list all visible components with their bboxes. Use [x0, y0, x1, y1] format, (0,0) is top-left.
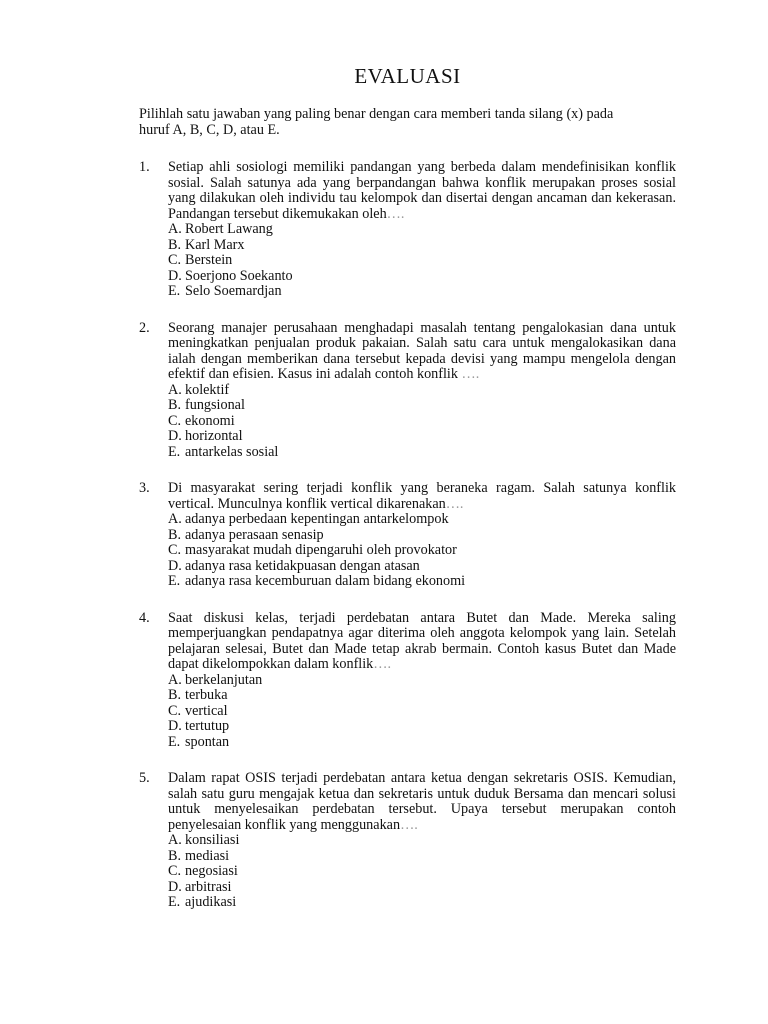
- option-letter: D.: [168, 428, 182, 444]
- question-body: [168, 611, 676, 751]
- answer-option: [168, 512, 676, 528]
- option-letter: C.: [168, 702, 182, 719]
- answer-option: [168, 864, 676, 880]
- answer-option: [168, 398, 676, 414]
- option-letter: D.: [168, 267, 182, 284]
- option-letter: A.: [168, 381, 182, 398]
- question-stem-text: Di masyarakat sering terjadi konflik yang beraneka ragam. Salah satunya konflik vertical. Munculnya konflik vertical dikarenakan: [168, 480, 676, 512]
- answer-option: [168, 735, 676, 751]
- question-number: 3.: [139, 480, 150, 496]
- question-stem-text: Setiap ahli sosiologi memiliki pandangan yang berbeda dalam mendefinisikan konflik sosial. Salah satunya ada yang berpandangan bahwa konflik merupakan proses sosial yang dilakukan oleh individu tau kelompok dan disertai dengan ancaman dan kekerasan. Pandangan tersebut dikemukakan oleh: [168, 159, 676, 222]
- question-stem: [168, 321, 676, 383]
- answer-option: [168, 688, 676, 704]
- option-letter: B.: [168, 526, 182, 543]
- option-letter: A.: [168, 221, 182, 237]
- option-text: adanya rasa ketidakpuasan dengan atasan: [185, 557, 420, 574]
- option-letter: D.: [168, 718, 182, 734]
- answer-option: [168, 673, 676, 689]
- answer-option: [168, 543, 676, 559]
- option-letter: A.: [168, 511, 182, 527]
- option-letter: E.: [168, 283, 181, 299]
- question-stem-text: Dalam rapat OSIS terjadi perdebatan antara ketua dengan sekretaris OSIS. Kemudian, salah satu guru mengajak ketua dan sekretaris untuk duduk Bersama dan mencari solusi untuk menyelesaikan perdebatan tersebut. Upaya tersebut merupakan contoh penyelesaian konflik yang menggunakan: [168, 770, 676, 833]
- option-text: antarkelas sosial: [185, 443, 279, 460]
- answer-blank-dots: ….: [386, 205, 405, 222]
- option-letter: B.: [168, 847, 182, 864]
- question-body: [168, 160, 676, 300]
- question-body: [168, 771, 676, 911]
- option-text: ekonomi: [185, 412, 235, 429]
- answer-option: [168, 253, 676, 269]
- option-letter: D.: [168, 557, 182, 574]
- answer-blank-dots: ….: [400, 816, 418, 833]
- question-number: 2.: [139, 319, 150, 336]
- option-text: terbuka: [185, 687, 228, 703]
- question-stem: [168, 611, 676, 673]
- answer-blank-dots: ….: [373, 656, 392, 672]
- answer-option: [168, 719, 676, 735]
- option-text: ajudikasi: [185, 894, 237, 910]
- question-body: [168, 481, 676, 590]
- question-stem: [168, 771, 676, 833]
- option-text: spontan: [185, 733, 230, 750]
- option-letter: E.: [168, 443, 181, 460]
- option-text: vertical: [185, 702, 228, 719]
- answer-options: [168, 222, 676, 300]
- option-letter: C.: [168, 542, 182, 558]
- option-text: negosiasi: [185, 863, 238, 879]
- question-item: [139, 481, 676, 590]
- question-item: [139, 771, 676, 911]
- answer-blank-dots: ….: [457, 366, 480, 382]
- answer-option: [168, 574, 676, 590]
- answer-options: [168, 673, 676, 751]
- option-text: adanya perasaan senasip: [185, 526, 324, 543]
- option-text: berkelanjutan: [185, 671, 263, 688]
- option-text: tertutup: [185, 718, 230, 734]
- question-list: [139, 160, 676, 911]
- answer-options: [168, 383, 676, 461]
- question-item: [139, 611, 676, 751]
- option-letter: A.: [168, 671, 182, 688]
- answer-option: [168, 414, 676, 430]
- option-letter: B.: [168, 397, 182, 413]
- question-body: [168, 321, 676, 461]
- option-text: Robert Lawang: [185, 221, 273, 237]
- answer-option: [168, 429, 676, 445]
- question-number: 1.: [139, 159, 150, 175]
- answer-options: [168, 512, 676, 590]
- question-item: [139, 160, 676, 300]
- option-text: fungsional: [185, 397, 245, 413]
- option-text: adanya rasa kecemburuan dalam bidang ekonomi: [185, 573, 466, 589]
- option-letter: C.: [168, 863, 182, 879]
- option-text: adanya perbedaan kepentingan antarkelompok: [185, 511, 449, 527]
- page-title: EVALUASI: [354, 64, 461, 88]
- question-stem: [168, 481, 676, 512]
- answer-option: [168, 849, 676, 865]
- question-stem-text: Seorang manajer perusahaan menghadapi masalah tentang pengalokasian dana untuk meningkatkan penjualan produk pakaian. Salah satu cara untuk mengalokasikan dana ialah dengan memberikan dana tersebut kepada devisi yang mampu mengelola dengan efektif dan efisien. Kasus ini adalah contoh konflik: [168, 319, 676, 382]
- question-stem-text: Saat diskusi kelas, terjadi perdebatan antara Butet dan Made. Mereka saling memperjuangkan pendapatnya agar diterima oleh anggota kelompok yang lain. Setelah pelajaran selesai, Butet dan Made tetap akrab bermain. Contoh kasus Butet dan Made dapat dikelompokkan dalam konflik: [168, 609, 676, 672]
- option-text: Karl Marx: [185, 236, 245, 253]
- option-letter: A.: [168, 832, 182, 848]
- option-letter: E.: [168, 573, 181, 589]
- option-letter: E.: [168, 733, 181, 750]
- answer-option: [168, 704, 676, 720]
- option-text: Selo Soemardjan: [185, 283, 282, 299]
- answer-option: [168, 238, 676, 254]
- answer-option: [168, 269, 676, 285]
- option-text: mediasi: [185, 847, 230, 864]
- answer-option: [168, 833, 676, 849]
- question-number: 5.: [139, 770, 150, 786]
- answer-option: [168, 445, 676, 461]
- answer-option: [168, 559, 676, 575]
- option-text: kolektif: [185, 381, 230, 398]
- option-letter: C.: [168, 252, 182, 268]
- answer-option: [168, 222, 676, 238]
- answer-blank-dots: ….: [445, 495, 464, 512]
- option-letter: B.: [168, 236, 182, 253]
- question-item: [139, 321, 676, 461]
- answer-option: [168, 880, 676, 896]
- option-text: konsiliasi: [185, 832, 240, 848]
- option-letter: D.: [168, 878, 182, 895]
- answer-option: [168, 383, 676, 399]
- option-text: Soerjono Soekanto: [185, 267, 293, 284]
- option-text: masyarakat mudah dipengaruhi oleh provokator: [185, 542, 457, 558]
- option-letter: C.: [168, 412, 182, 429]
- option-text: horizontal: [185, 428, 243, 444]
- question-stem: [168, 160, 676, 222]
- option-letter: E.: [168, 894, 181, 910]
- question-number: 4.: [139, 609, 150, 626]
- answer-option: [168, 895, 676, 911]
- option-text: arbitrasi: [185, 878, 232, 895]
- option-letter: B.: [168, 687, 182, 703]
- answer-option: [168, 528, 676, 544]
- answer-options: [168, 833, 676, 911]
- option-text: Berstein: [185, 252, 233, 268]
- instructions: Pilihlah satu jawaban yang paling benar dengan cara memberi tanda silang (x) pada huruf A, B, C, D, atau E.: [139, 106, 614, 138]
- answer-option: [168, 284, 676, 300]
